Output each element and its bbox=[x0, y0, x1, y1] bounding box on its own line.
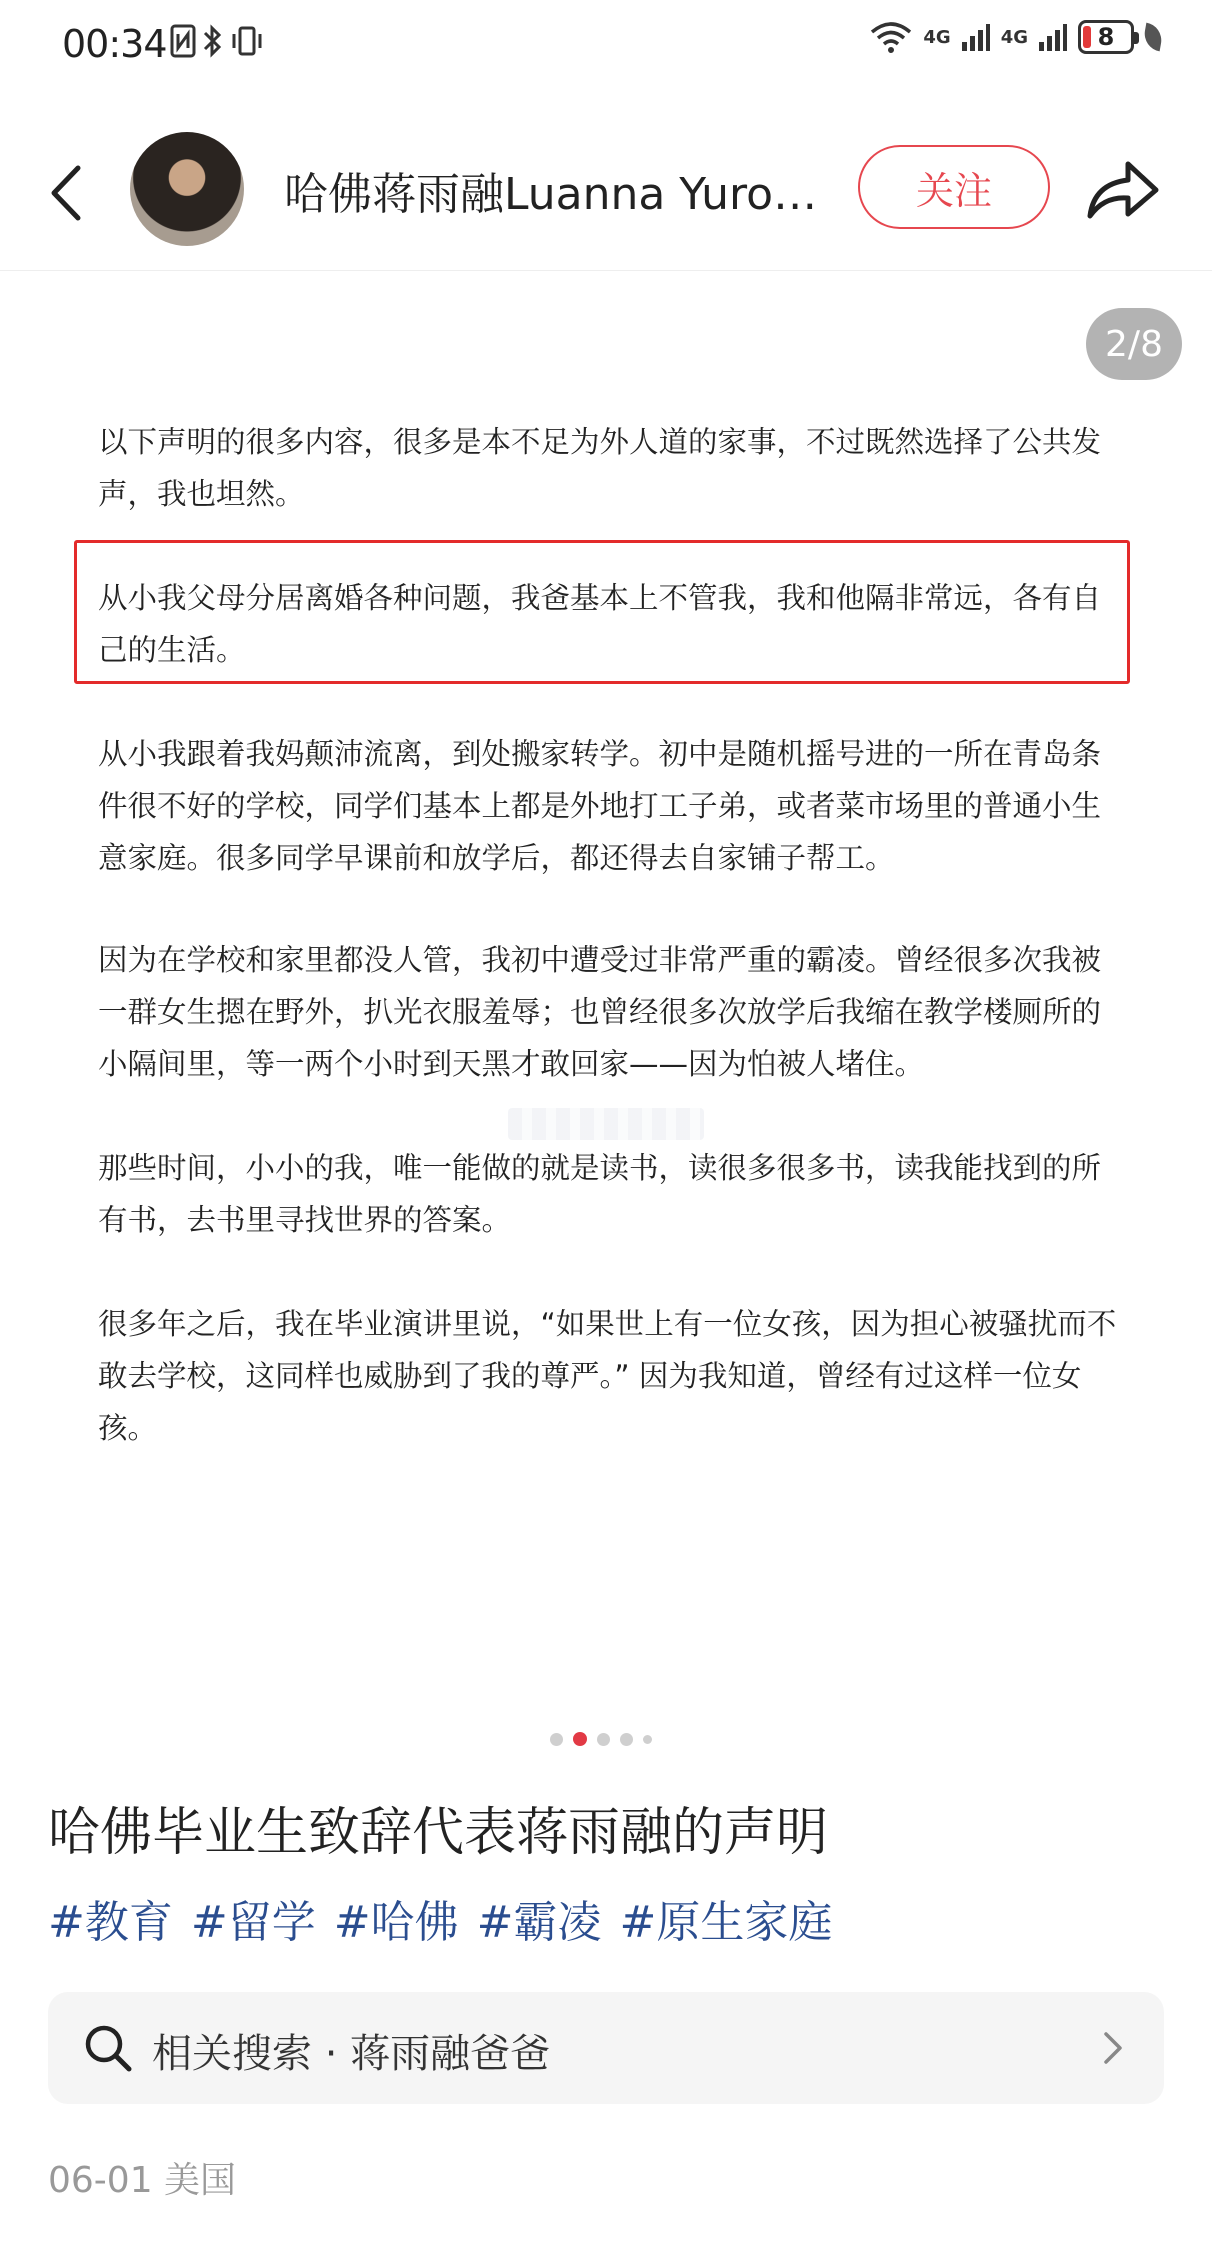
note-paragraph-highlighted: 从小我父母分居离婚各种问题，我爸基本上不管我，我和他隔非常远，各有自己的生活。 bbox=[98, 581, 1102, 667]
nfc-icon bbox=[170, 24, 196, 58]
tag-link[interactable]: #霸凌 bbox=[476, 1897, 602, 1948]
tag-link[interactable]: #教育 bbox=[48, 1897, 173, 1948]
note-paragraph: 那些时间，小小的我，唯一能做的就是读书，读很多很多书，读我能找到的所有书，去书里寻找世界的答案。 bbox=[98, 1151, 1102, 1237]
carousel-dot bbox=[620, 1733, 633, 1746]
note-paragraph: 从小我跟着我妈颠沛流离，到处搬家转学。初中是随机摇号进的一所在青岛条件很不好的学校，同学们基本上都是外地打工子弟，或者菜市场里的普通小生意家庭。很多同学早课前和放学后，都还得去自家铺子帮工。 bbox=[98, 737, 1102, 875]
carousel-dot-active bbox=[573, 1732, 587, 1746]
related-search-card[interactable] bbox=[48, 1992, 1164, 2104]
network-type-1: 4G bbox=[923, 26, 951, 48]
follow-button[interactable]: 关注 bbox=[858, 145, 1050, 229]
network-type-2: 4G bbox=[1000, 26, 1028, 48]
note-paragraph: 很多年之后，我在毕业演讲里说，“如果世上有一位女孩，因为担心被骚扰而不敢去学校，这同样也威胁到了我的尊严。” 因为我知道，曾经有过这样一位女孩。 bbox=[98, 1307, 1117, 1445]
carousel-dot bbox=[643, 1735, 652, 1744]
author-avatar[interactable] bbox=[130, 132, 244, 246]
note-header bbox=[0, 110, 1212, 271]
carousel-dot bbox=[597, 1733, 610, 1746]
search-icon bbox=[82, 2022, 134, 2074]
battery-icon bbox=[1078, 20, 1134, 54]
wifi-icon bbox=[869, 20, 913, 54]
tag-link[interactable]: #哈佛 bbox=[333, 1897, 459, 1948]
watermark bbox=[508, 1108, 704, 1140]
carousel-dot bbox=[550, 1733, 563, 1746]
status-right-icons bbox=[869, 20, 1162, 54]
author-name[interactable]: 哈佛蒋雨融Luanna Yuro… bbox=[284, 169, 818, 220]
tag-list bbox=[48, 1886, 832, 1950]
signal-icon-2 bbox=[1038, 22, 1068, 52]
battery-level: 8 bbox=[1097, 23, 1115, 51]
tag-link[interactable]: #原生家庭 bbox=[619, 1897, 833, 1948]
tag-link[interactable]: #留学 bbox=[190, 1897, 316, 1948]
vibrate-icon bbox=[230, 24, 264, 58]
back-arrow-icon[interactable] bbox=[42, 158, 92, 228]
status-bar bbox=[0, 0, 1212, 90]
power-saving-leaf-icon bbox=[1142, 23, 1164, 52]
signal-icon bbox=[961, 22, 991, 52]
note-paragraph: 以下声明的很多内容，很多是本不足为外人道的家事，不过既然选择了公共发声，我也坦然。 bbox=[98, 425, 1102, 511]
carousel-dots bbox=[550, 1732, 652, 1746]
bluetooth-icon bbox=[202, 24, 224, 58]
note-title: 哈佛毕业生致辞代表蒋雨融的声明 bbox=[48, 1803, 829, 1863]
chevron-right-icon bbox=[1100, 2030, 1126, 2066]
status-time: 00:34 bbox=[62, 22, 167, 66]
note-paragraph: 因为在学校和家里都没人管，我初中遭受过非常严重的霸凌。曾经很多次我被一群女生摁在野外，扒光衣服羞辱；也曾经很多次放学后我缩在教学楼厕所的小隔间里，等一两个小时到天黑才敢回家——因为怕被人堵住。 bbox=[98, 943, 1102, 1081]
related-search-label: 相关搜索 · 蒋雨融爸爸 bbox=[152, 2031, 551, 2077]
status-left-icons bbox=[170, 24, 264, 58]
page-indicator: 2/8 bbox=[1086, 308, 1182, 380]
share-icon[interactable] bbox=[1084, 154, 1162, 226]
post-date-location: 06-01 美国 bbox=[48, 2160, 237, 2201]
